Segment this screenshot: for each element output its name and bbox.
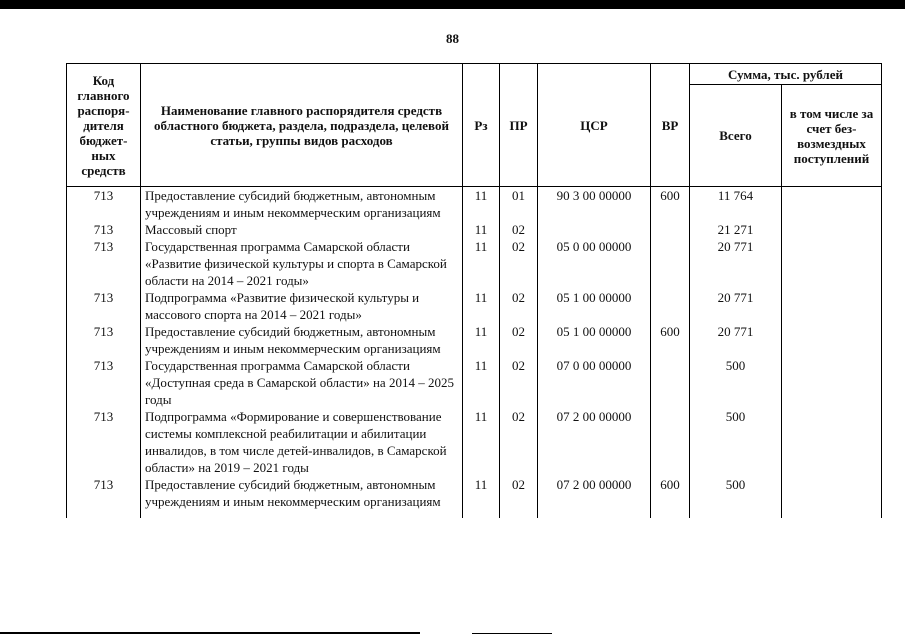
cell-name: Подпрограмма «Формирование и совершенствование системы комплексной реабилитации и абилитации инвалидов, в том числе детей-инвалидов, в Самарской области» на 2019 – 2021 годы — [141, 408, 463, 476]
header-kod: Код главного распоря-дителя бюджет-ных средств — [67, 64, 141, 187]
cell-pr: 02 — [500, 289, 538, 323]
cell-csr: 05 1 00 00000 — [538, 289, 651, 323]
cell-rz: 11 — [463, 476, 500, 518]
cell-vr — [651, 357, 690, 408]
table-row — [67, 238, 882, 289]
cell-v-tom-chisle — [782, 221, 882, 238]
cell-rz: 11 — [463, 289, 500, 323]
cell-rz: 11 — [463, 323, 500, 357]
budget-table — [66, 63, 882, 518]
bottom-rule-right — [472, 633, 552, 634]
cell-name: Государственная программа Самарской области «Доступная среда в Самарской области» на 2014 – 2025 годы — [141, 357, 463, 408]
cell-kod: 713 — [67, 289, 141, 323]
cell-vsego: 500 — [690, 408, 782, 476]
header-naimenovanie: Наименование главного распорядителя средств областного бюджета, раздела, подраздела, целевой статьи, группы видов расходов — [141, 64, 463, 187]
cell-vsego: 500 — [690, 476, 782, 518]
table-body — [67, 187, 882, 519]
cell-csr: 07 0 00 00000 — [538, 357, 651, 408]
cell-vr — [651, 221, 690, 238]
cell-csr: 07 2 00 00000 — [538, 476, 651, 518]
table-row — [67, 187, 882, 222]
cell-v-tom-chisle — [782, 238, 882, 289]
cell-rz: 11 — [463, 408, 500, 476]
cell-name: Предоставление субсидий бюджетным, автономным учреждениям и иным некоммерческим организациям — [141, 323, 463, 357]
cell-rz: 11 — [463, 357, 500, 408]
cell-csr: 05 1 00 00000 — [538, 323, 651, 357]
cell-name: Предоставление субсидий бюджетным, автономным учреждениям и иным некоммерческим организациям — [141, 476, 463, 518]
header-rz: Рз — [463, 64, 500, 187]
page-number: 88 — [446, 31, 459, 46]
table-row — [67, 408, 882, 476]
cell-kod: 713 — [67, 187, 141, 222]
cell-csr: 90 3 00 00000 — [538, 187, 651, 222]
cell-vsego: 11 764 — [690, 187, 782, 222]
header-vsego: Всего — [690, 85, 782, 187]
cell-name: Предоставление субсидий бюджетным, автономным учреждениям и иным некоммерческим организациям — [141, 187, 463, 222]
cell-pr: 01 — [500, 187, 538, 222]
cell-kod: 713 — [67, 408, 141, 476]
top-border — [0, 0, 905, 9]
cell-vr — [651, 408, 690, 476]
cell-pr: 02 — [500, 323, 538, 357]
cell-v-tom-chisle — [782, 476, 882, 518]
cell-name: Государственная программа Самарской области «Развитие физической культуры и спорта в Самарской области на 2014 – 2021 годы» — [141, 238, 463, 289]
cell-vr: 600 — [651, 476, 690, 518]
cell-kod: 713 — [67, 221, 141, 238]
cell-vsego: 20 771 — [690, 323, 782, 357]
header-summa: Сумма, тыс. рублей — [690, 64, 882, 85]
header-csr: ЦСР — [538, 64, 651, 187]
cell-v-tom-chisle — [782, 187, 882, 222]
cell-name: Подпрограмма «Развитие физической культуры и массового спорта на 2014 – 2021 годы» — [141, 289, 463, 323]
cell-kod: 713 — [67, 238, 141, 289]
cell-vr: 600 — [651, 323, 690, 357]
cell-v-tom-chisle — [782, 289, 882, 323]
table-row — [67, 323, 882, 357]
cell-vr — [651, 238, 690, 289]
cell-pr: 02 — [500, 476, 538, 518]
cell-pr: 02 — [500, 221, 538, 238]
header-pr: ПР — [500, 64, 538, 187]
table-row — [67, 221, 882, 238]
table-row — [67, 357, 882, 408]
cell-csr — [538, 221, 651, 238]
cell-vsego: 20 771 — [690, 289, 782, 323]
bottom-rule-left — [0, 632, 420, 634]
table-row — [67, 289, 882, 323]
cell-csr: 07 2 00 00000 — [538, 408, 651, 476]
table-row — [67, 476, 882, 518]
cell-kod: 713 — [67, 357, 141, 408]
cell-rz: 11 — [463, 221, 500, 238]
cell-vsego: 20 771 — [690, 238, 782, 289]
cell-v-tom-chisle — [782, 408, 882, 476]
cell-v-tom-chisle — [782, 323, 882, 357]
cell-pr: 02 — [500, 357, 538, 408]
cell-vr — [651, 289, 690, 323]
header-vr: ВР — [651, 64, 690, 187]
cell-name: Массовый спорт — [141, 221, 463, 238]
header-v-tom-chisle: в том числе за счет без-возмездных поступлений — [782, 85, 882, 187]
cell-csr: 05 0 00 00000 — [538, 238, 651, 289]
cell-v-tom-chisle — [782, 357, 882, 408]
cell-pr: 02 — [500, 408, 538, 476]
cell-vsego: 21 271 — [690, 221, 782, 238]
cell-kod: 713 — [67, 476, 141, 518]
cell-rz: 11 — [463, 238, 500, 289]
cell-pr: 02 — [500, 238, 538, 289]
cell-vsego: 500 — [690, 357, 782, 408]
cell-kod: 713 — [67, 323, 141, 357]
cell-vr: 600 — [651, 187, 690, 222]
cell-rz: 11 — [463, 187, 500, 222]
